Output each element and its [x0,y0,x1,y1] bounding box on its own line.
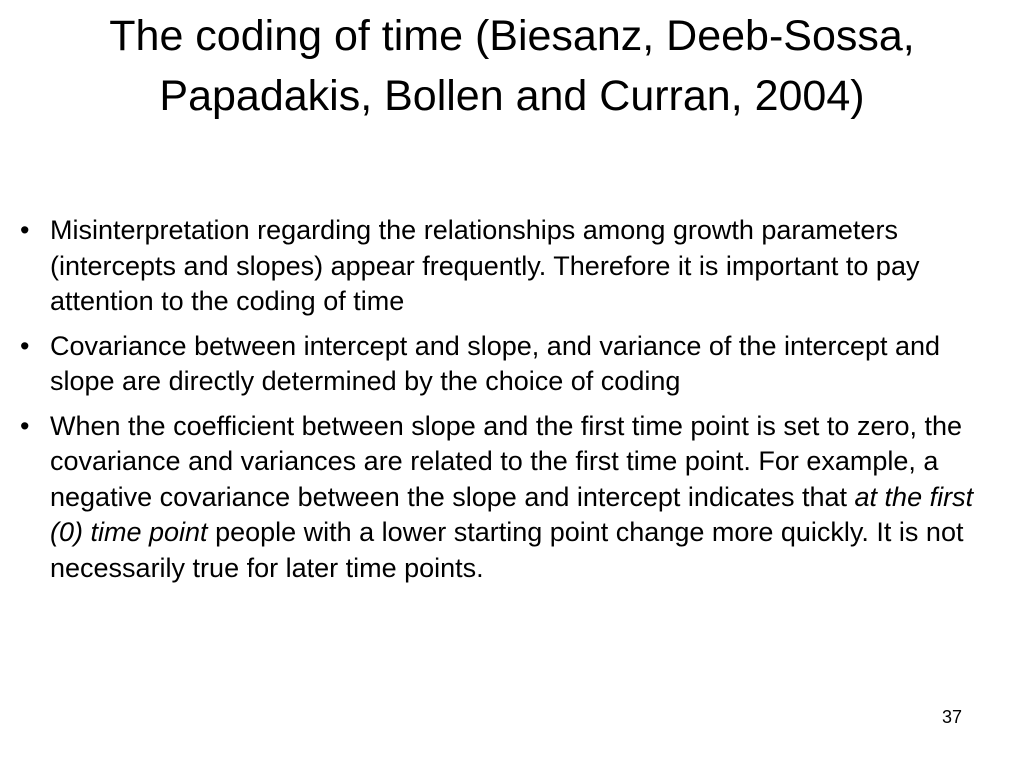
bullet-text: Covariance between intercept and slope, and variance of the intercept and slope are directly determined by the choice of coding [50,330,941,396]
slide-number: 37 [941,707,962,727]
bullet-marker: • [20,330,30,361]
bullet-text-before: When the coefficient between slope and the first time point is set to zero, the covariance and variances are related to the first time point. For example, a negative covariance between the slope and intercept indicates that [50,410,963,512]
bullet-text: Misinterpretation regarding the relationships among growth parameters (intercepts and slopes) appear frequently. Therefore it is important to pay attention to the coding of time [50,215,920,316]
bullet-item-misinterpretation [18,213,1012,320]
bullet-item-coefficient [18,409,1012,587]
bullet-marker: • [20,215,30,245]
bullet-text-italic: at the first (0) time point [50,481,974,547]
bullet-marker: • [20,410,30,441]
bullet-list [18,213,1012,595]
bullet-text-after: people with a lower starting point change more quickly. It is not necessarily true for later time points. [50,517,964,583]
slide-title: The coding of time (Biesanz, Deeb-Sossa, Papadakis, Bollen and Curran, 2004) [109,12,915,120]
bullet-item-covariance [18,329,1012,400]
